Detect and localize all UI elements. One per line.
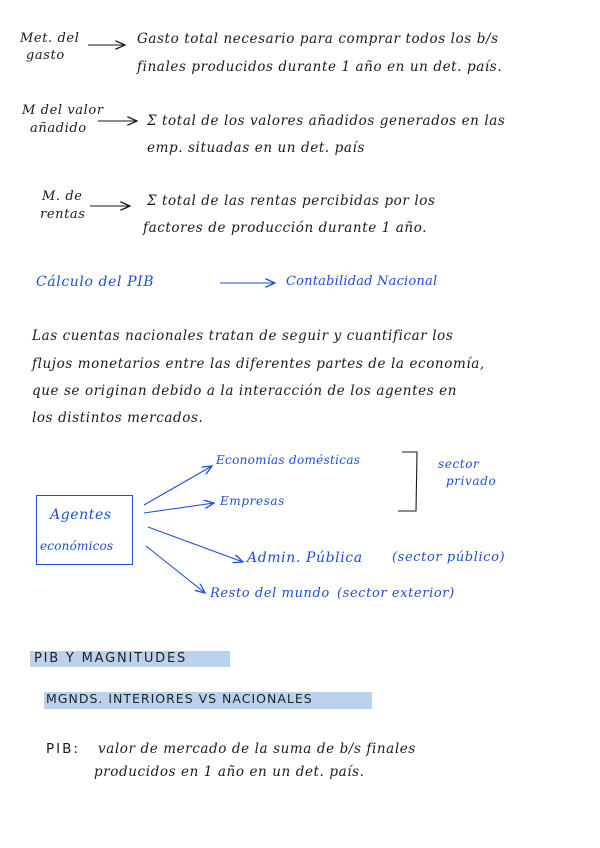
m-rentas-label-1: M. de (42, 189, 83, 204)
m-rentas-line-2: factores de producción durante 1 año. (143, 220, 428, 236)
pib-def-line-2: producidos en 1 año en un det. país. (94, 764, 365, 780)
met-gasto-line-2: finales producidos durante 1 año en un det. país. (137, 59, 503, 75)
calculo-pib-label: Cálculo del PIB (36, 274, 155, 290)
m-rentas-label-2: rentas (40, 207, 86, 222)
pib-header: PIB Y MAGNITUDES (34, 651, 188, 666)
contabilidad-nacional-label: Contabilidad Nacional (286, 274, 438, 289)
m-valor-label-1: M del valor (22, 103, 104, 118)
m-valor-line-1: Σ total de los valores añadidos generados en las (147, 113, 506, 129)
pib-def-line-1: valor de mercado de la suma de b/s finales (98, 741, 416, 757)
m-rentas-line-1: Σ total de las rentas percibidas por los (147, 193, 436, 209)
resto-mundo-label: Resto del mundo (210, 586, 330, 601)
sector-privado-bracket (398, 452, 417, 511)
admin-publica-label: Admin. Pública (247, 550, 363, 566)
sector-privado-label-1: sector (438, 457, 480, 471)
m-valor-label-2: añadido (30, 121, 87, 136)
m-valor-line-2: emp. situadas en un det. país (147, 140, 365, 156)
mgnds-header: MGNDS. INTERIORES VS NACIONALES (46, 691, 313, 706)
paragraph-line-1: Las cuentas nacionales tratan de seguir y cuantificar los (32, 328, 454, 344)
agentes-label-2: económicos (40, 539, 114, 553)
met-gasto-label-2: gasto (26, 48, 65, 63)
admin-publica-note: (sector público) (392, 550, 506, 565)
paragraph-line-3: que se originan debido a la interacción de los agentes en (32, 383, 458, 399)
paragraph-line-4: los distintos mercados. (32, 410, 204, 426)
met-gasto-line-1: Gasto total necesario para comprar todos los b/s (137, 31, 499, 47)
arrow-empresas (144, 503, 214, 513)
pib-def-label: PIB: (46, 741, 80, 757)
resto-mundo-note: (sector exterior) (337, 586, 455, 601)
arrow-resto (146, 546, 205, 593)
met-gasto-label-1: Met. del (20, 31, 80, 46)
agentes-label-1: Agentes (50, 507, 112, 523)
arrow-admin (148, 527, 243, 562)
empresas-label: Empresas (220, 494, 285, 508)
economias-domesticas-label: Economías domésticas (216, 453, 361, 467)
paragraph-line-2: flujos monetarios entre las diferentes partes de la economía, (32, 356, 485, 372)
sector-privado-label-2: privado (446, 474, 497, 488)
arrow-economias (144, 466, 212, 505)
